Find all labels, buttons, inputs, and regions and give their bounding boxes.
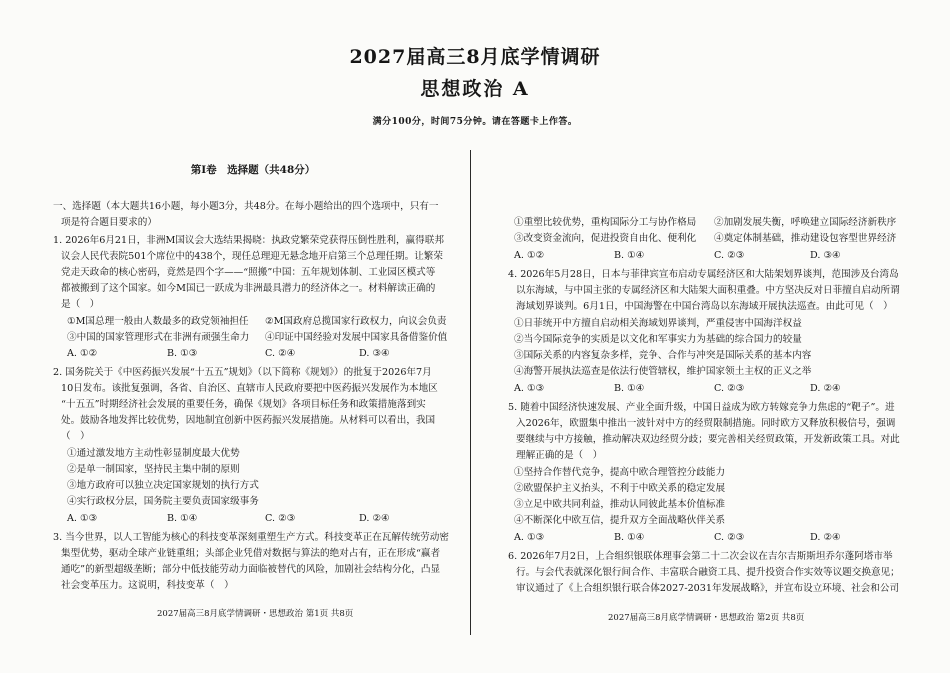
question-3-text: 3. 当今世界，以人工智能为核心的科技变革深刻重塑生产方式。科技变革正在瓦解传统劳动密 [53,532,449,543]
question-1-options [67,346,447,362]
question-2-text: （ ） [61,431,90,442]
option-d[interactable]: D. ②④ [359,513,390,524]
statement: ④不断深化中欧互信，提升双方全面战略伙伴关系 [514,515,726,526]
statement: ②当今国际竞争的实质是以文化和军事实力为基础的综合国力的较量 [514,334,802,345]
question-5-statements [514,465,906,529]
question-2-text: 2. 国务院关于《中医药振兴发展“十五五”规划》（以下简称《规划》）的批复于2026年7月 [53,367,432,378]
statement: ②欧盟保护主义抬头，不利于中欧关系的稳定发展 [514,483,726,494]
statement: ①日菲统开中方擅自启动相关海域划界谈判，严重侵害中国海洋权益 [514,318,802,329]
statement: ③地方政府可以独立决定国家规划的执行方式 [67,480,259,491]
option-c[interactable]: C. ②④ [265,348,296,359]
statement: ③中国的国家管理形式在非洲有顽强生命力 [67,332,250,343]
option-d[interactable]: D. ②④ [810,532,841,543]
option-a[interactable]: A. ①② [67,348,98,359]
option-c[interactable]: C. ②③ [265,513,296,524]
statement: ②M国政府总揽国家行政权力，向议会负责 [265,316,447,327]
statement: ②加剧发展失衡，呼唤建立国际经济新秩序 [714,217,897,228]
option-c[interactable]: C. ②③ [714,250,745,261]
question-6-text: 审议通过了《上合组织银行联合体2027-2031年发展战略》，并宣布设立环境、社会和公司 [516,583,900,594]
question-1-text: 1. 2026年6月21日，非洲M国议会大选结果揭晓：执政党繁荣党获得压倒性胜利，赢得联邦 [53,235,444,246]
option-b[interactable]: B. ①④ [614,250,645,261]
option-a[interactable]: A. ①③ [514,383,545,394]
question-3-text: 通吃”的新型超级垄断；部分中低技能劳动力面临被替代的风险，加剧社会结构分化，凸显 [61,564,441,575]
statement: ③立足中欧共同利益，推动认同彼此基本价值标准 [514,499,726,510]
question-4-text: 以东海域，与中国主张的专属经济区和大陆架大面积重叠。中方坚决反对日菲擅自启动所谓 [516,285,900,296]
page-footer: 2027届高三8月底学情调研・思想政治 第2页 共8页 [608,613,805,623]
question-3-text: 社会变革压力。这说明，科技变革（ ） [61,580,234,591]
statement: ①坚持合作替代竞争，提高中欧合理管控分歧能力 [514,467,726,478]
question-4-statements [514,316,906,380]
question-4-text: 4. 2026年5月28日，日本与菲律宾宣布启动专属经济区和大陆架划界谈判，范围涉及台湾岛 [508,269,899,280]
statement: ④海警开展执法巡查是依法行使管辖权，维护国家领土主权的正义之举 [514,366,812,377]
question-4-text: 海域划界谈判。6月1日，中国海警在中国台湾岛以东海域开展执法巡查。由此可见（ ） [516,301,893,312]
option-a[interactable]: A. ①② [514,250,545,261]
question-5-options [514,530,906,546]
question-4-options [514,381,906,397]
question-2-text: “十五五”时期经济社会发展的重要任务，确保《规划》各项目标任务和政策措施落到实 [61,399,426,410]
exam-note: 满分100分，时间75分钟。请在答题卡上作答。 [372,117,578,127]
statement: ①重塑比较优势，重构国际分工与协作格局 [514,217,697,228]
column-divider [470,150,471,635]
option-b[interactable]: B. ①④ [167,513,198,524]
question-5-text: 理解正确的是（ ） [516,450,603,461]
statement: ①通过激发地方主动性彰显制度最大优势 [67,448,240,459]
option-a[interactable]: A. ①③ [67,513,98,524]
option-c[interactable]: C. ②③ [714,383,745,394]
question-3-text: 集型优势，驱动全球产业链重组；头部企业凭借对数据与算法的绝对占有，正在形成“赢者 [61,548,441,559]
option-b[interactable]: B. ①④ [614,383,645,394]
question-3-options [514,248,906,264]
section-heading: 第Ⅰ卷 选择题（共48分） [190,164,316,176]
statement: ③国际关系的内容复杂多样，竞争、合作与冲突是国际关系的基本内容 [514,350,812,361]
question-1-text: 议会人民代表院501个席位中的438个，现任总理迎无悬念地开启第三个总理任期。让繁荣 [61,251,443,262]
instructions-line: 项是符合题目要求的） [61,217,157,228]
question-2-text: 处。鼓励各地发挥比较优势，因地制宜创新中医药振兴发展措施。从材料可以看出，我国 [61,415,436,426]
question-5-text: 5. 随着中国经济快速发展、产业全面升级，中国日益成为欧方转嫁竞争力焦虑的“靶子”。进 [508,402,895,413]
page-footer: 2027届高三8月底学情调研・思想政治 第1页 共8页 [157,609,354,619]
question-2-text: 10日发布。该批复强调，各省、自治区、直辖市人民政府要把中医药振兴发展作为本地区 [61,383,438,394]
statement: ④印证中国经验对发展中国家具备借鉴价值 [265,332,448,343]
question-1-text: 是（ ） [61,299,100,310]
instructions-line: 一、选择题（本大题共16小题，每小题3分，共48分。在每小题给出的四个选项中，只有一 [53,201,439,212]
statement: ④奠定体制基础，推动建设包容型世界经济 [714,233,897,244]
exam-subject: 思想政治 A [420,78,530,100]
option-b[interactable]: B. ①④ [614,532,645,543]
exam-title: 2027届高三8月底学情调研 [349,46,601,68]
statement: ②是单一制国家，坚持民主集中制的原则 [67,464,240,475]
question-6-text: 行。与会代表就深化银行间合作、丰富联合融资工具、提升投资合作实效等议题交换意见； [516,567,900,578]
question-2-options [67,511,447,527]
question-2-statements [67,446,447,510]
question-3-statements [514,215,906,247]
option-d[interactable]: D. ③④ [359,348,390,359]
statement: ④实行政权分层，国务院主要负责国家级事务 [67,496,259,507]
statement: ③改变资金流向，促进投资自由化、便利化 [514,233,697,244]
question-1-text: 党走天政命的核心密码，竟然是四个字——“照搬”中国：五年规划体制、工业园区模式等 [61,267,436,278]
question-5-text: 入2026年，欧盟集中推出一波针对中方的经贸限制措施。同时欧方又释放积极信号，强调 [516,418,896,429]
statement: ①M国总理一般由人数最多的政党领袖担任 [67,316,249,327]
option-b[interactable]: B. ①③ [167,348,198,359]
question-1-statements [67,314,447,346]
question-6-text: 6. 2026年7月2日，上合组织银联体理事会第二十二次会议在吉尔吉斯斯坦乔尔蓬阿塔市举 [508,551,893,562]
question-1-text: 都被搬到了这个国家。如今M国已一跃成为非洲最具潜力的经济体之一。材料解读正确的 [61,283,436,294]
option-c[interactable]: C. ②③ [714,532,745,543]
option-d[interactable]: D. ②④ [810,383,841,394]
option-d[interactable]: D. ③④ [810,250,841,261]
question-5-text: 要继续与中方接触，推动解决双边经贸分歧；要完善相关经贸政策，开发新政策工具。对此 [516,434,900,445]
option-a[interactable]: A. ①③ [514,532,545,543]
